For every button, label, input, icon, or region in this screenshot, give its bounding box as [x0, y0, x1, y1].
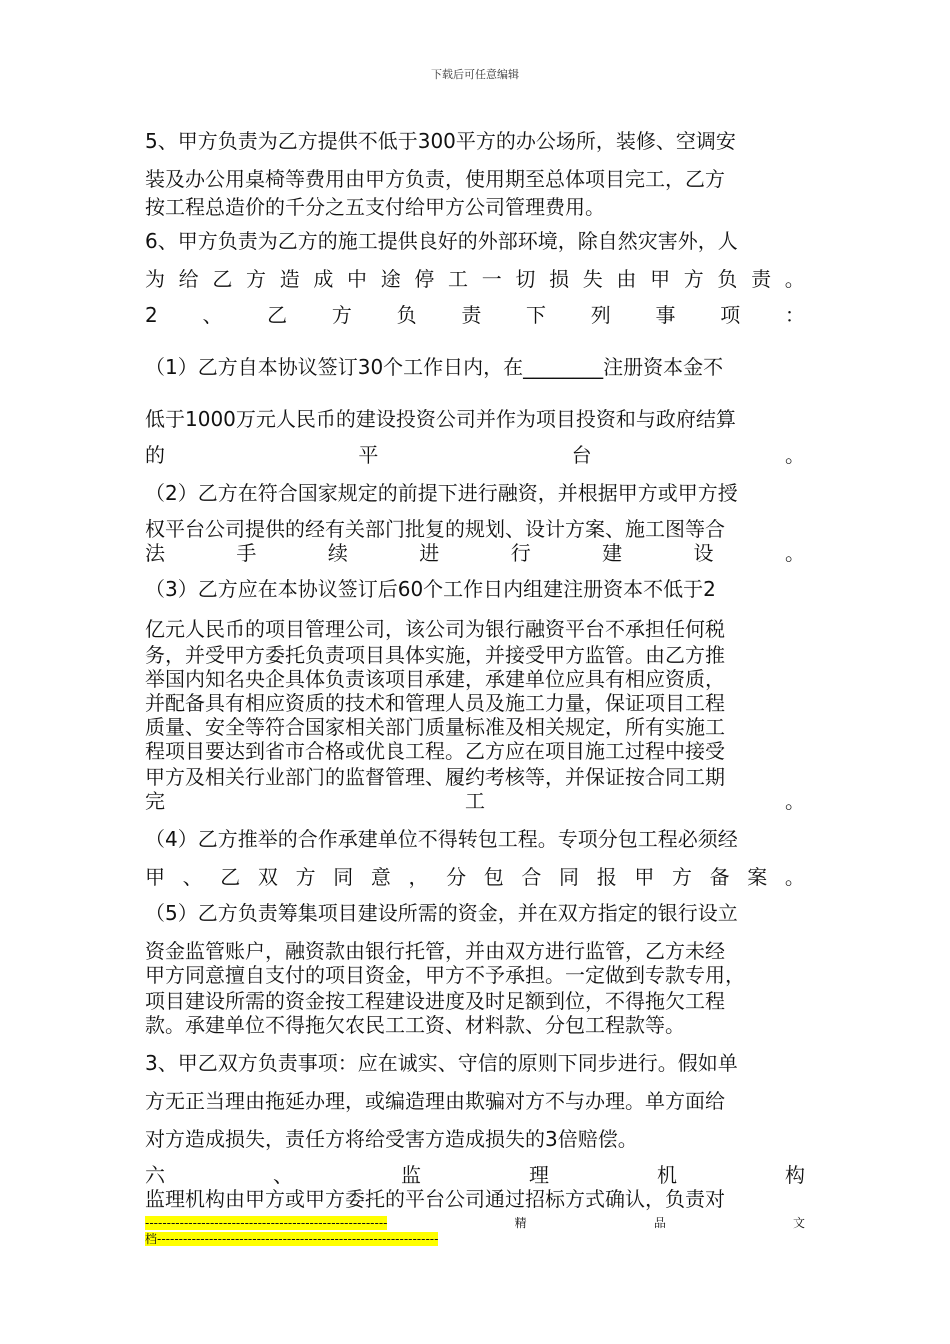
text-glyph: 停: [414, 267, 435, 291]
text-line: 3、甲乙双方负责事项：应在诚实、守信的原则下同步进行。假如单: [145, 1051, 738, 1075]
text-glyph: 由: [616, 267, 637, 291]
text-glyph: 失: [582, 267, 603, 291]
text-glyph: 设: [693, 541, 714, 565]
text-glyph: 2: [145, 303, 158, 327]
text-glyph: 行: [510, 541, 531, 565]
text-line-justified: [145, 540, 805, 566]
text-glyph: 平: [358, 443, 379, 467]
text-glyph: 机: [657, 1163, 677, 1187]
text-line-justified: [145, 864, 805, 890]
text-glyph: 进: [419, 541, 440, 565]
text-line-justified: [145, 266, 805, 292]
text-line: （4）乙方推举的合作承建单位不得转包工程。专项分包工程必须经: [145, 827, 738, 851]
page-header: 下载后可任意编辑: [431, 68, 519, 81]
text-line: 质量、安全等符合国家相关部门质量标准及相关规定，所有实施工: [145, 715, 725, 739]
text-glyph: 工: [448, 267, 469, 291]
text-line: 低于1000万元人民币的建设投资公司并作为项目投资和与政府结算: [145, 407, 736, 431]
text-glyph: 同: [559, 865, 580, 889]
text-glyph: 双: [257, 865, 278, 889]
text-glyph: 事: [655, 303, 676, 327]
text-glyph: 、: [182, 865, 203, 889]
text-glyph: 工: [465, 789, 485, 813]
text-line: 资金监管账户，融资款由银行托管，并由双方进行监管，乙方未经: [145, 939, 725, 963]
text-glyph: 列: [590, 303, 611, 327]
text-glyph: 续: [327, 541, 348, 565]
text-glyph: 意: [370, 865, 391, 889]
text-glyph: 、: [202, 303, 223, 327]
text-glyph: 甲: [634, 865, 655, 889]
text-line: 程项目要达到省市合格或优良工程。乙方应在项目施工过程中接受: [145, 739, 725, 763]
text-glyph: 。: [785, 789, 805, 813]
text-glyph: 合: [521, 865, 542, 889]
text-line-justified: [145, 302, 805, 328]
footer-char: 精: [514, 1216, 527, 1230]
section-heading-justified: [145, 1162, 805, 1188]
text-glyph: 负: [717, 267, 738, 291]
footer-char: 品: [653, 1216, 666, 1230]
text-line: 5、甲方负责为乙方提供不低于300平方的办公场所，装修、空调安: [145, 129, 736, 153]
text-glyph: 造: [279, 267, 300, 291]
text-line: 对方造成损失，责任方将给受害方造成损失的3倍赔偿。: [145, 1127, 638, 1151]
text-glyph: 甲: [650, 267, 671, 291]
text-glyph: 理: [529, 1163, 549, 1187]
text-line: 款。承建单位不得拖欠农民工工资、材料款、分包工程款等。: [145, 1013, 685, 1037]
text-line: （5）乙方负责筹集项目建设所需的资金，并在双方指定的银行设立: [145, 901, 738, 925]
text-line: 甲方同意擅自支付的项目资金，甲方不予承担。一定做到专款专用，: [145, 963, 745, 987]
footer-dashes: --------------------------------------------------------: [145, 1216, 388, 1230]
text-glyph: 备: [709, 865, 730, 889]
text-glyph: 乙: [220, 865, 241, 889]
text-glyph: 。: [784, 865, 805, 889]
text-glyph: 方: [246, 267, 267, 291]
text-glyph: 责: [751, 267, 772, 291]
text-glyph: 责: [461, 303, 482, 327]
text-line: 并配备具有相应资质的技术和管理人员及施工力量，保证项目工程: [145, 691, 725, 715]
text-glyph: 台: [571, 443, 592, 467]
text-line: （3）乙方应在本协议签订后60个工作日内组建注册资本不低于2: [145, 577, 716, 601]
footer-dashes-2: 档-----------------------------------------------------------------: [145, 1232, 439, 1246]
text-glyph: 项: [720, 303, 741, 327]
text-line: 监理机构由甲方或甲方委托的平台公司通过招标方式确认，负责对: [145, 1187, 725, 1211]
text-glyph: 法: [145, 541, 165, 565]
text-line: 务，并受甲方委托负责项目具体实施，并接受甲方监管。由乙方推: [145, 643, 725, 667]
text-line: 装及办公用桌椅等费用由甲方负责，使用期至总体项目完工，乙方: [145, 167, 725, 191]
text-glyph: ：: [784, 303, 805, 327]
footer-line-1: [145, 1216, 805, 1230]
text-glyph: 的: [145, 443, 165, 467]
text-line: 亿元人民币的项目管理公司，该公司为银行融资平台不承担任何税: [145, 617, 725, 641]
text-glyph: 切: [515, 267, 536, 291]
text-glyph: 乙: [267, 303, 288, 327]
text-glyph: 方: [671, 865, 692, 889]
text-glyph: ，: [408, 865, 429, 889]
text-glyph: 给: [178, 267, 199, 291]
text-glyph: 分: [446, 865, 467, 889]
text-glyph: 损: [549, 267, 570, 291]
text-glyph: 六: [145, 1163, 165, 1187]
text-glyph: 中: [347, 267, 368, 291]
text-glyph: 为: [145, 267, 165, 291]
text-glyph: 报: [596, 865, 617, 889]
text-line: 按工程总造价的千分之五支付给甲方公司管理费用。: [145, 195, 605, 219]
text-glyph: 途: [380, 267, 401, 291]
text-glyph: 负: [396, 303, 417, 327]
text-line: 举国内知名央企具体负责该项目承建，承建单位应具有相应资质，: [145, 667, 725, 691]
text-line: 甲方及相关行业部门的监督管理、履约考核等，并保证按合同工期: [145, 765, 725, 789]
text-glyph: 建: [602, 541, 623, 565]
text-glyph: 方: [331, 303, 352, 327]
text-glyph: 。: [784, 443, 805, 467]
text-glyph: 方: [295, 865, 316, 889]
text-glyph: 包: [483, 865, 504, 889]
text-glyph: 方: [683, 267, 704, 291]
text-glyph: 构: [785, 1163, 805, 1187]
text-glyph: 监: [401, 1163, 421, 1187]
text-glyph: 案: [747, 865, 768, 889]
text-glyph: 甲: [145, 865, 165, 889]
text-glyph: 。: [784, 267, 805, 291]
text-glyph: 乙: [212, 267, 233, 291]
text-glyph: 完: [145, 789, 165, 813]
text-glyph: 下: [526, 303, 547, 327]
text-line: 权平台公司提供的经有关部门批复的规划、设计方案、施工图等合: [145, 517, 725, 541]
text-glyph: 手: [236, 541, 257, 565]
text-glyph: 一: [481, 267, 502, 291]
text-line-justified: [145, 788, 805, 814]
text-line: 项目建设所需的资金按工程建设进度及时足额到位，不得拖欠工程: [145, 989, 725, 1013]
text-line-justified: [145, 442, 805, 468]
text-line: 6、甲方负责为乙方的施工提供良好的外部环境，除自然灾害外，人: [145, 229, 738, 253]
text-line: （1）乙方自本协议签订30个工作日内，在________注册资本金不: [145, 355, 724, 379]
footer-line-2: [145, 1232, 805, 1246]
text-glyph: 成: [313, 267, 334, 291]
text-glyph: 。: [784, 541, 805, 565]
text-line: （2）乙方在符合国家规定的前提下进行融资，并根据甲方或甲方授: [145, 481, 738, 505]
text-glyph: 同: [333, 865, 354, 889]
text-glyph: 、: [273, 1163, 293, 1187]
text-line: 方无正当理由拖延办理，或编造理由欺骗对方不与办理。单方面给: [145, 1089, 725, 1113]
footer-char: 文: [792, 1216, 805, 1230]
